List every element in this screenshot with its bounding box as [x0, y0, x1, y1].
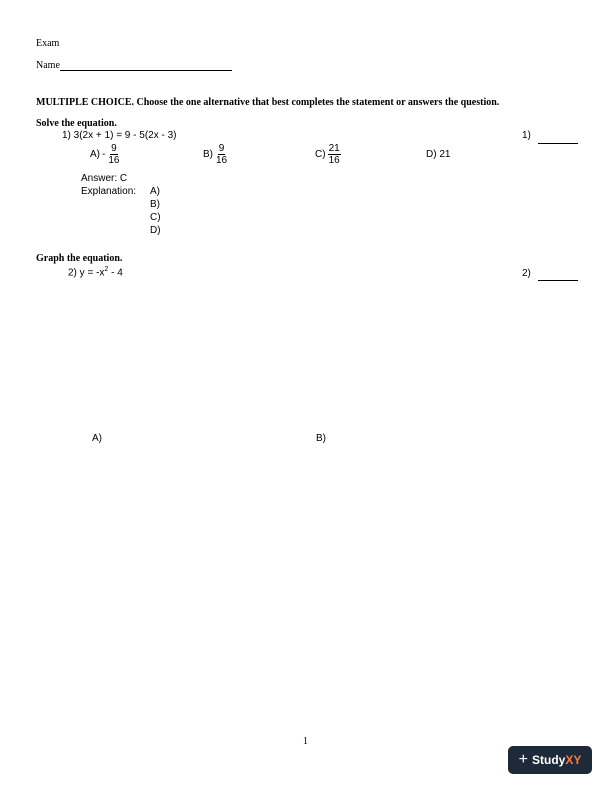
question-2 [68, 266, 123, 278]
choice-c-fraction [328, 143, 341, 166]
question-1: 1) 3(2x + 1) = 9 - 5(2x - 3) [62, 130, 177, 141]
logo-text [532, 753, 581, 767]
choice-b[interactable] [203, 143, 228, 166]
choice-c-label: C) [315, 149, 326, 160]
plus-icon: + [518, 751, 528, 768]
choice-a-fraction [107, 143, 120, 166]
choice-a[interactable] [90, 143, 120, 166]
name-label: Name [36, 60, 60, 71]
explanation-item-b: B) [150, 199, 160, 210]
instructions: MULTIPLE CHOICE. Choose the one alternative that best completes the statement or answers the question. [36, 97, 500, 108]
logo-text-main: Study [531, 753, 566, 767]
answer-blank-2[interactable] [538, 279, 578, 281]
choice-b-denominator: 16 [216, 155, 228, 166]
exam-label: Exam [36, 38, 60, 49]
choice-a-denominator: 16 [108, 155, 120, 166]
question-2-prefix: 2) y = -x [68, 267, 105, 279]
explanation-label: Explanation: [81, 186, 137, 197]
name-field[interactable] [60, 60, 232, 71]
page-number: 1 [303, 736, 308, 747]
answer-blank-2-label: 2) [522, 268, 531, 279]
choice-c[interactable] [315, 143, 341, 166]
question-2-exponent: 2 [104, 266, 109, 273]
choice-c-numerator: 21 [328, 143, 340, 154]
answer-blank-1-label: 1) [522, 130, 531, 141]
section-heading-solve: Solve the equation. [36, 118, 117, 129]
choice-b-numerator: 9 [218, 143, 225, 154]
explanation-item-a: A) [150, 186, 160, 197]
name-row [36, 60, 232, 71]
choice-d[interactable]: D) 21 [426, 149, 451, 160]
studyxy-logo [508, 746, 592, 774]
choice-b-label: B) [203, 149, 213, 160]
choice-b-fraction [215, 143, 228, 166]
section-heading-graph: Graph the equation. [36, 253, 123, 264]
graph-choice-a[interactable]: A) [92, 433, 102, 444]
answer-text: Answer: C [81, 173, 128, 184]
explanation-item-c: C) [150, 212, 161, 223]
graph-choice-b[interactable]: B) [316, 433, 326, 444]
logo-text-accent: XY [565, 753, 582, 767]
choice-c-denominator: 16 [328, 155, 340, 166]
choice-a-sign: - [102, 149, 106, 160]
choice-a-numerator: 9 [111, 143, 117, 154]
choice-a-label: A) [90, 149, 100, 160]
question-2-suffix: - 4 [108, 267, 123, 279]
answer-blank-1[interactable] [538, 142, 578, 144]
explanation-item-d: D) [150, 225, 161, 236]
